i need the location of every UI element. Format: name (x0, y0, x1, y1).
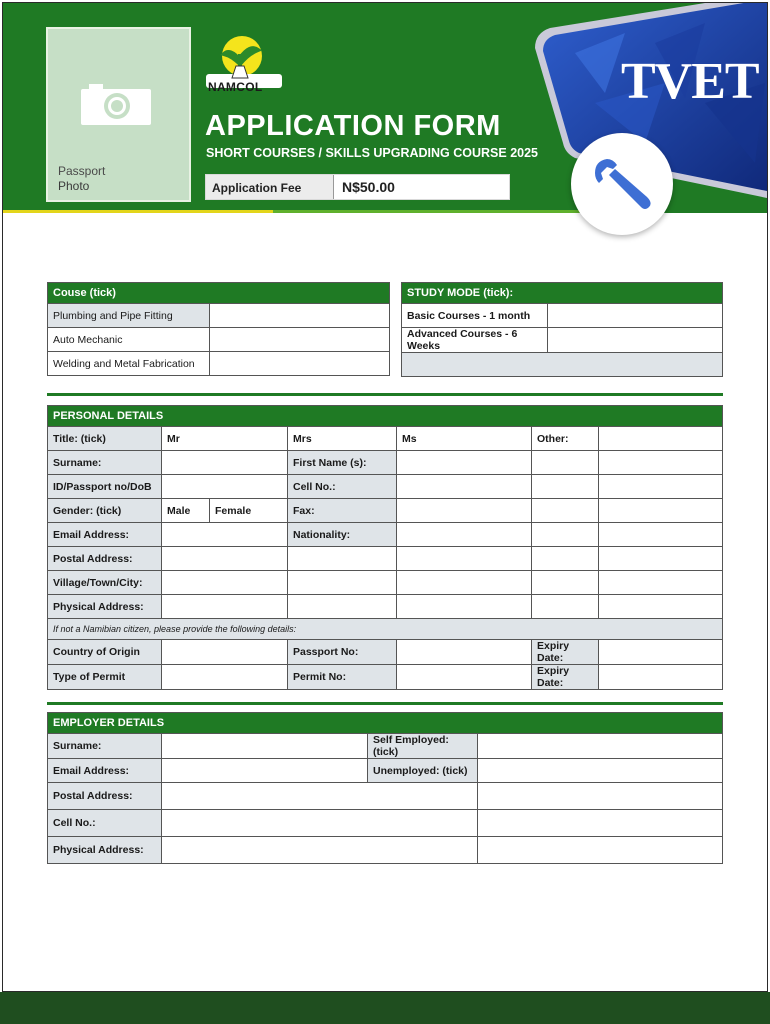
study-mode-tick-advanced[interactable] (548, 328, 723, 353)
course-option-plumbing: Plumbing and Pipe Fitting (48, 304, 210, 328)
emp-email-field[interactable] (162, 759, 368, 783)
physical-field[interactable] (162, 595, 288, 619)
emp-postal-field[interactable] (162, 783, 478, 810)
study-mode-table (401, 282, 723, 377)
postal-field-5[interactable] (599, 547, 723, 571)
surname-field[interactable] (162, 451, 288, 475)
fax-field-2[interactable] (532, 499, 599, 523)
passport-no-label: Passport No: (288, 640, 397, 665)
course-tick-auto-mechanic[interactable] (210, 328, 390, 352)
study-mode-advanced: Advanced Courses - 6 Weeks (402, 328, 548, 353)
physical-field-3[interactable] (397, 595, 532, 619)
country-label: Country of Origin (48, 640, 162, 665)
cell-field-2[interactable] (532, 475, 599, 499)
nationality-field-2[interactable] (532, 523, 599, 547)
first-name-label: First Name (s): (288, 451, 397, 475)
course-option-auto-mechanic: Auto Mechanic (48, 328, 210, 352)
section-divider-2 (47, 702, 723, 705)
emp-surname-label: Surname: (48, 734, 162, 759)
village-label: Village/Town/City: (48, 571, 162, 595)
emp-email-label: Email Address: (48, 759, 162, 783)
study-mode-tick-basic[interactable] (548, 304, 723, 328)
course-option-welding: Welding and Metal Fabrication (48, 352, 210, 376)
green-accent-line (273, 210, 593, 213)
title-mr[interactable]: Mr (162, 427, 288, 451)
cell-label: Cell No.: (288, 475, 397, 499)
course-table (47, 282, 390, 376)
study-mode-heading: STUDY MODE (tick): (402, 283, 723, 304)
surname-label: Surname: (48, 451, 162, 475)
country-field[interactable] (162, 640, 288, 665)
physical-field-4[interactable] (532, 595, 599, 619)
gender-male[interactable]: Male (162, 499, 210, 523)
study-mode-blank (402, 353, 723, 377)
expiry-field-1[interactable] (599, 640, 723, 665)
page-title: APPLICATION FORM (205, 110, 501, 142)
village-field-4[interactable] (532, 571, 599, 595)
nationality-field-3[interactable] (599, 523, 723, 547)
postal-field-2[interactable] (288, 547, 397, 571)
emp-postal-field-2[interactable] (478, 783, 723, 810)
postal-field-3[interactable] (397, 547, 532, 571)
physical-field-2[interactable] (288, 595, 397, 619)
cell-field-3[interactable] (599, 475, 723, 499)
passport-photo-box[interactable] (46, 27, 191, 202)
emp-physical-field[interactable] (162, 837, 478, 864)
fax-field-3[interactable] (599, 499, 723, 523)
employer-details-table (47, 712, 723, 864)
emp-surname-field[interactable] (162, 734, 368, 759)
self-employed-label: Self Employed: (tick) (368, 734, 478, 759)
fee-label: Application Fee (206, 175, 334, 199)
wrench-icon (589, 151, 655, 217)
unemployed-tick[interactable] (478, 759, 723, 783)
first-name-field-2[interactable] (532, 451, 599, 475)
photo-caption-photo: Photo (58, 179, 90, 193)
application-fee-box (205, 174, 510, 200)
wrench-badge (571, 133, 673, 235)
section-divider (47, 393, 723, 396)
logo-text: NAMCOL (208, 80, 263, 94)
village-field-3[interactable] (397, 571, 532, 595)
title-label: Title: (tick) (48, 427, 162, 451)
gender-label: Gender: (tick) (48, 499, 162, 523)
gender-female[interactable]: Female (210, 499, 288, 523)
study-mode-basic: Basic Courses - 1 month (402, 304, 548, 328)
emp-physical-label: Physical Address: (48, 837, 162, 864)
employer-heading: EMPLOYER DETAILS (48, 713, 723, 734)
village-field-2[interactable] (288, 571, 397, 595)
emp-cell-field-2[interactable] (478, 810, 723, 837)
cell-field[interactable] (397, 475, 532, 499)
permit-no-field[interactable] (397, 665, 532, 690)
email-label: Email Address: (48, 523, 162, 547)
yellow-accent-line (3, 210, 273, 213)
passport-no-field[interactable] (397, 640, 532, 665)
first-name-field-3[interactable] (599, 451, 723, 475)
title-other-label: Other: (532, 427, 599, 451)
expiry-label-1: Expiry Date: (532, 640, 599, 665)
title-other-field[interactable] (599, 427, 723, 451)
id-dob-field[interactable] (162, 475, 288, 499)
postal-field[interactable] (162, 547, 288, 571)
course-heading: Couse (tick) (48, 283, 390, 304)
title-ms[interactable]: Ms (397, 427, 532, 451)
non-namibian-note: If not a Namibian citizen, please provide the following details: (48, 619, 723, 640)
photo-caption-passport: Passport (58, 164, 106, 178)
email-field[interactable] (162, 523, 288, 547)
footer-band (0, 992, 770, 1024)
village-field[interactable] (162, 571, 288, 595)
emp-cell-field[interactable] (162, 810, 478, 837)
page-subtitle: SHORT COURSES / SKILLS UPGRADING COURSE 2025 (206, 146, 539, 160)
village-field-5[interactable] (599, 571, 723, 595)
postal-field-4[interactable] (532, 547, 599, 571)
course-tick-plumbing[interactable] (210, 304, 390, 328)
postal-label: Postal Address: (48, 547, 162, 571)
title-mrs[interactable]: Mrs (288, 427, 397, 451)
camera-icon (81, 81, 151, 125)
physical-label: Physical Address: (48, 595, 162, 619)
emp-physical-field-2[interactable] (478, 837, 723, 864)
unemployed-label: Unemployed: (tick) (368, 759, 478, 783)
permit-type-label: Type of Permit (48, 665, 162, 690)
fee-value: N$50.00 (342, 179, 395, 195)
personal-heading: PERSONAL DETAILS (48, 406, 723, 427)
fax-label: Fax: (288, 499, 397, 523)
permit-no-label: Permit No: (288, 665, 397, 690)
fax-field[interactable] (397, 499, 532, 523)
course-tick-welding[interactable] (210, 352, 390, 376)
id-dob-label: ID/Passport no/DoB (48, 475, 162, 499)
personal-details-table (47, 405, 723, 690)
nationality-field[interactable] (397, 523, 532, 547)
nationality-label: Nationality: (288, 523, 397, 547)
permit-type-field[interactable] (162, 665, 288, 690)
emp-postal-label: Postal Address: (48, 783, 162, 810)
expiry-field-2[interactable] (599, 665, 723, 690)
expiry-label-2: Expiry Date: (532, 665, 599, 690)
self-employed-tick[interactable] (478, 734, 723, 759)
emp-cell-label: Cell No.: (48, 810, 162, 837)
tvet-label: TVET (621, 53, 759, 110)
physical-field-5[interactable] (599, 595, 723, 619)
first-name-field[interactable] (397, 451, 532, 475)
